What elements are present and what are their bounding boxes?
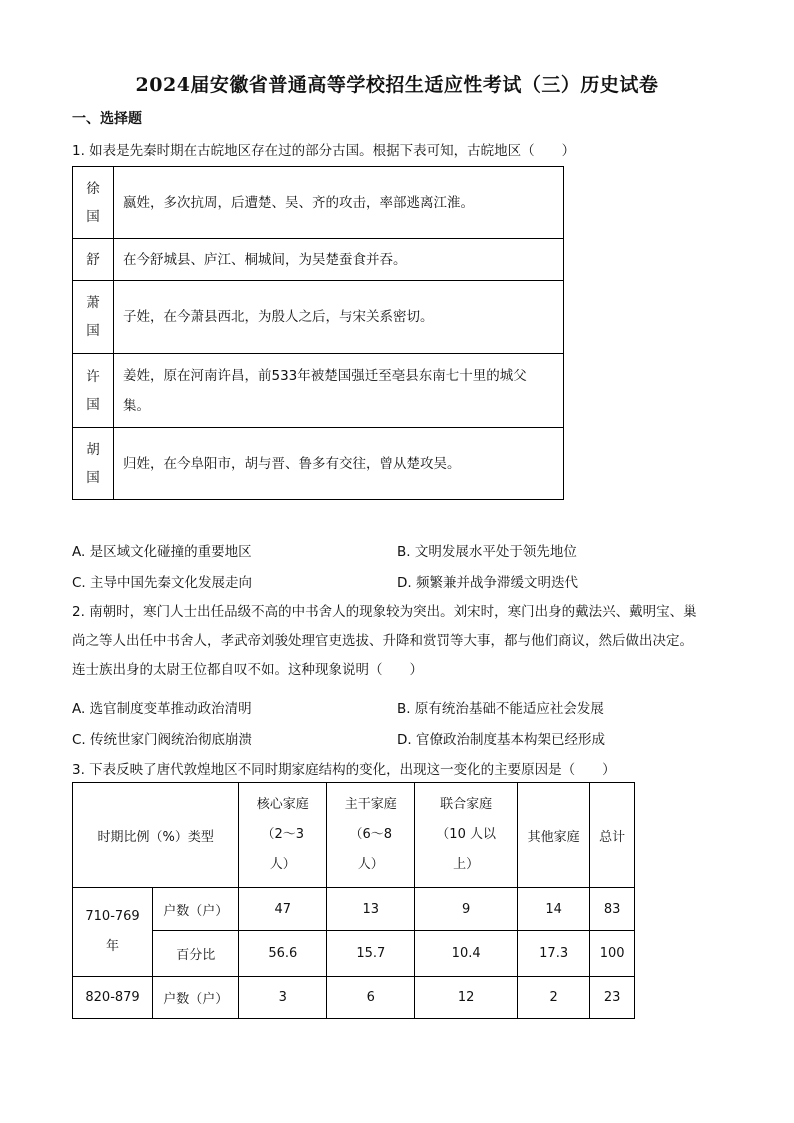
data-cell: 2 <box>518 977 590 1019</box>
q2-option-d[interactable]: D. 官僚政治制度基本构架已经形成 <box>397 732 605 748</box>
data-cell: 56.6 <box>239 931 327 977</box>
state-name: 国 <box>86 469 100 486</box>
data-cell: 23 <box>590 977 635 1019</box>
period-cell: 710-769 年 <box>73 888 153 977</box>
q2-option-b[interactable]: B. 原有统治基础不能适应社会发展 <box>397 701 604 717</box>
header-corner: 时期比例（%）类型 <box>73 783 239 888</box>
data-cell: 15.7 <box>327 931 415 977</box>
period-cell: 820-879 <box>73 977 153 1019</box>
table-row <box>73 354 564 428</box>
header-joint-family: 联合家庭 （10 人以 上） <box>415 783 518 888</box>
header-core-family: 核心家庭 （2～3 人） <box>239 783 327 888</box>
question-2-stem: 2. 南朝时，寒门人士出任品级不高的中书舍人的现象较为突出。刘宋时，寒门出身的戴法兴、戴明宝、巢 尚之等人出任中书舍人，孝武帝刘骏处理官吏选拔、升降和赏罚等大事，都与他们商议，然后做出决定。 连士族出身的太尉王位都自叹不如。这种现象说明（ ） <box>72 604 697 678</box>
state-name: 国 <box>86 323 100 339</box>
table-row <box>73 977 635 1019</box>
q1-option-a[interactable]: A. 是区域文化碰撞的重要地区 <box>72 544 252 560</box>
state-name: 国 <box>86 208 100 225</box>
question-3-stem: 3. 下表反映了唐代敦煌地区不同时期家庭结构的变化，出现这一变化的主要原因是（ ） <box>72 762 616 778</box>
header-stem-family: 主干家庭 （6～8 人） <box>327 783 415 888</box>
data-cell: 83 <box>590 888 635 931</box>
data-cell: 13 <box>327 888 415 931</box>
q1-option-b[interactable]: B. 文明发展水平处于领先地位 <box>397 544 577 560</box>
row-label: 户数（户） <box>153 888 239 931</box>
question-3-table <box>72 782 635 1019</box>
state-description: 在今舒城县、庐江、桐城间，为吴楚蚕食并吞。 <box>114 239 564 281</box>
q2-option-c[interactable]: C. 传统世家门阀统治彻底崩溃 <box>72 732 253 748</box>
data-cell: 47 <box>239 888 327 931</box>
table-row <box>73 931 635 977</box>
state-name: 徐 <box>86 180 100 197</box>
section-heading: 一、选择题 <box>72 111 142 127</box>
page-title: 2024届安徽省普通高等学校招生适应性考试（三）历史试卷 <box>135 74 659 96</box>
data-cell: 9 <box>415 888 518 931</box>
question-1-table <box>72 166 564 500</box>
table-row <box>73 239 564 281</box>
data-cell: 3 <box>239 977 327 1019</box>
state-name: 许 <box>86 368 100 385</box>
table-header-row <box>73 783 635 888</box>
data-cell: 12 <box>415 977 518 1019</box>
header-other-family: 其他家庭 <box>518 783 590 888</box>
table-row <box>73 428 564 500</box>
data-cell: 14 <box>518 888 590 931</box>
row-label: 户数（户） <box>153 977 239 1019</box>
state-name: 国 <box>86 396 100 413</box>
q1-option-d[interactable]: D. 频繁兼并战争滞缓文明迭代 <box>397 575 578 591</box>
state-description: 嬴姓，多次抗周，后遭楚、吴、齐的攻击，率部逃离江淮。 <box>114 167 564 239</box>
state-description: 姜姓，原在河南许昌，前533年被楚国强迁至亳县东南七十里的城父 集。 <box>114 354 564 428</box>
question-1-stem: 1. 如表是先秦时期在古皖地区存在过的部分古国。根据下表可知，古皖地区（ ） <box>72 143 576 159</box>
state-description: 子姓，在今萧县西北，为殷人之后，与宋关系密切。 <box>114 281 564 354</box>
q2-option-a[interactable]: A. 选官制度变革推动政治清明 <box>72 701 252 717</box>
data-cell: 17.3 <box>518 931 590 977</box>
state-name: 萧 <box>86 295 100 311</box>
state-name: 舒 <box>86 251 100 268</box>
table-row <box>73 167 564 239</box>
q1-option-c[interactable]: C. 主导中国先秦文化发展走向 <box>72 575 253 591</box>
table-row <box>73 281 564 354</box>
table-row <box>73 888 635 931</box>
data-cell: 10.4 <box>415 931 518 977</box>
state-description: 归姓，在今阜阳市，胡与晋、鲁多有交往，曾从楚攻吴。 <box>114 428 564 500</box>
header-total: 总计 <box>590 783 635 888</box>
data-cell: 6 <box>327 977 415 1019</box>
data-cell: 100 <box>590 931 635 977</box>
state-name: 胡 <box>86 441 100 458</box>
row-label: 百分比 <box>153 931 239 977</box>
